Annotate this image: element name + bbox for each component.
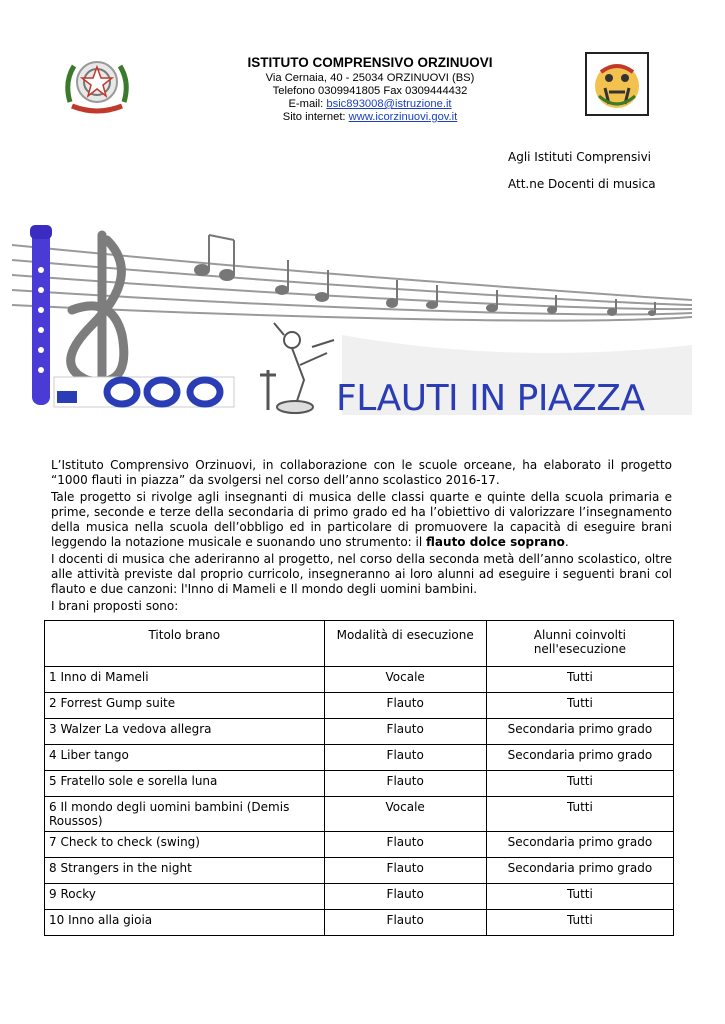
table-row [45,832,674,858]
students-involved: Tutti [486,910,673,936]
paragraph-project [51,490,672,550]
piece-title: 1 Inno di Mameli [45,667,325,693]
table-header-row [45,621,674,667]
website-label: Sito internet: [282,111,349,123]
table-row [45,745,674,771]
paragraph-teachers: I docenti di musica che aderiranno al progetto, nel corso della seconda metà dell’anno scolastico, oltre alle attività previste dal proprio curricolo, insegneranno ai loro alunni ad eseguire i seguenti brani col flauto e due canzoni: l'Inno di Mameli e Il mondo degli uomini bambini. [51,552,672,596]
piece-title: 10 Inno alla gioia [45,910,325,936]
letter-body [51,458,672,616]
students-involved: Tutti [486,693,673,719]
students-involved: Tutti [486,667,673,693]
piece-title: 8 Strangers in the night [45,858,325,884]
project-text-end: . [564,535,569,549]
header-mode: Modalità di esecuzione [324,621,486,667]
table-row [45,771,674,797]
students-involved: Secondaria primo grado [486,719,673,745]
school-logo [585,52,649,116]
school-address: Via Cernaia, 40 - 25034 ORZINUOVI (BS) [265,72,475,84]
school-name: ISTITUTO COMPRENSIVO ORZINUOVI [247,55,493,70]
treble-clef-icon [71,235,124,395]
execution-mode: Vocale [324,797,486,832]
header-title: Titolo brano [45,621,325,667]
recorder-flute-icon [30,225,52,405]
recipient-line-2: Att.ne Docenti di musica [508,177,656,191]
students-involved: Secondaria primo grado [486,832,673,858]
website-link[interactable]: www.icorzinuovi.gov.it [348,111,458,123]
execution-mode: Flauto [324,910,486,936]
header-students: Alunni coinvolti nell'esecuzione [486,621,673,667]
flute-player-figure-icon [260,323,334,413]
school-phone: Telefono 0309941805 Fax 0309444432 [272,85,468,97]
project-text: Tale progetto si rivolge agli insegnanti di musica delle classi quarte e quinte della scuola primaria e prime, seconde e terze della secondaria di primo grado ed ha l’obiettivo di valorizzare l’insegnamento della musica nella scuola dell’obbligo ed in particolare di promuovere la capacità di eseguire brani leggendo la notazione musicale e suonando uno strumento: il [51,490,672,549]
table-row [45,797,674,832]
table-row [45,693,674,719]
execution-mode: Flauto [324,832,486,858]
students-involved: Tutti [486,884,673,910]
number-1000-graphic [54,377,234,407]
piece-title: 7 Check to check (swing) [45,832,325,858]
piece-title: 4 Liber tango [45,745,325,771]
table-row [45,719,674,745]
recipient-line-1: Agli Istituti Comprensivi [508,150,652,164]
paragraph-intro: L’Istituto Comprensivo Orzinuovi, in collaborazione con le scuole orceane, ha elaborato il progetto “1000 flauti in piazza” da svolgersi nel corso dell’anno scolastico 2016-17. [51,458,672,487]
execution-mode: Flauto [324,693,486,719]
students-involved: Tutti [486,797,673,832]
students-involved: Secondaria primo grado [486,745,673,771]
italian-republic-emblem [62,52,132,118]
piece-title: 9 Rocky [45,884,325,910]
execution-mode: Flauto [324,719,486,745]
paragraph-pieces-intro: I brani proposti sono: [51,599,179,613]
table-row [45,858,674,884]
students-involved: Secondaria primo grado [486,858,673,884]
pieces-table [44,620,674,936]
banner-title: FLAUTI IN PIAZZA [336,378,645,419]
execution-mode: Flauto [324,858,486,884]
piece-title: 3 Walzer La vedova allegra [45,719,325,745]
piece-title: 5 Fratello sole e sorella luna [45,771,325,797]
execution-mode: Vocale [324,667,486,693]
table-row [45,910,674,936]
execution-mode: Flauto [324,771,486,797]
table-row [45,884,674,910]
email-label: E-mail: [288,98,327,110]
execution-mode: Flauto [324,884,486,910]
piece-title: 2 Forrest Gump suite [45,693,325,719]
students-involved: Tutti [486,771,673,797]
execution-mode: Flauto [324,745,486,771]
piece-title: 6 Il mondo degli uomini bambini (Demis Roussos) [45,797,325,832]
instrument-name: flauto dolce soprano [426,535,565,549]
email-link[interactable]: bsic893008@istruzione.it [326,98,452,110]
school-website-line [150,111,590,124]
school-email-line [150,98,590,111]
table-row [45,667,674,693]
